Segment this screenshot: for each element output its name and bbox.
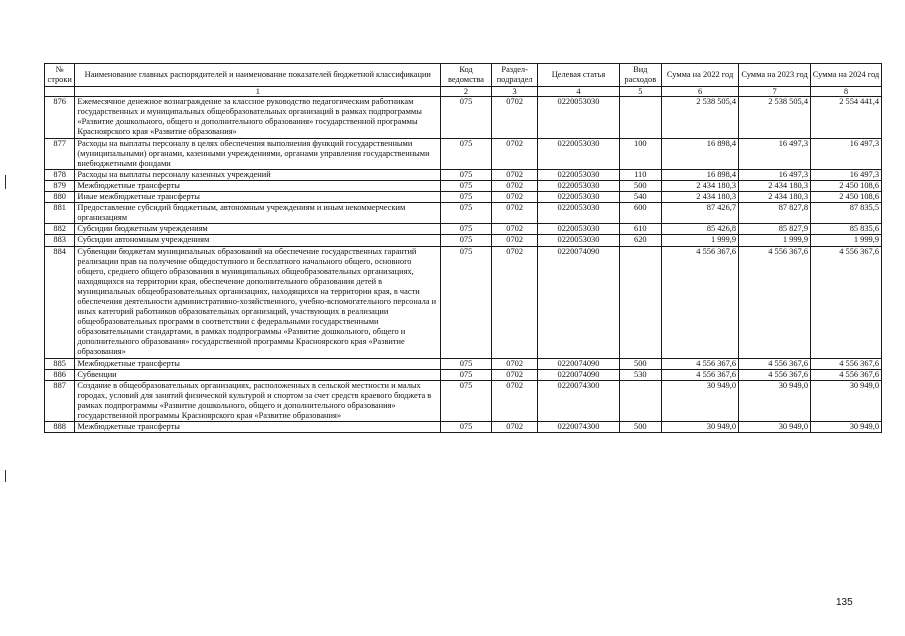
expense-type: 610 xyxy=(619,224,662,235)
row-number: 888 xyxy=(45,422,75,433)
row-name: Межбюджетные трансферты xyxy=(75,422,441,433)
row-number: 883 xyxy=(45,235,75,246)
section-code: 0702 xyxy=(491,192,538,203)
row-number: 879 xyxy=(45,180,75,191)
target-article: 0220074300 xyxy=(538,380,619,421)
department-code: 075 xyxy=(441,422,492,433)
section-code: 0702 xyxy=(491,169,538,180)
table-row xyxy=(45,246,882,358)
row-name: Расходы на выплаты персоналу казенных учреждений xyxy=(75,169,441,180)
column-number: 4 xyxy=(538,87,619,97)
expense-type: 100 xyxy=(619,138,662,169)
table-row xyxy=(45,169,882,180)
sum-2022: 30 949,0 xyxy=(662,380,739,421)
expense-type xyxy=(619,246,662,358)
table-row xyxy=(45,358,882,369)
table-row xyxy=(45,97,882,138)
row-name: Иные межбюджетные трансферты xyxy=(75,192,441,203)
sum-2024: 87 835,5 xyxy=(811,203,882,224)
header-section: Раздел-подраздел xyxy=(491,64,538,87)
department-code: 075 xyxy=(441,380,492,421)
section-code: 0702 xyxy=(491,246,538,358)
department-code: 075 xyxy=(441,246,492,358)
target-article: 0220053030 xyxy=(538,192,619,203)
department-code: 075 xyxy=(441,358,492,369)
section-code: 0702 xyxy=(491,358,538,369)
expense-type: 500 xyxy=(619,422,662,433)
section-code: 0702 xyxy=(491,180,538,191)
expense-type: 500 xyxy=(619,358,662,369)
sum-2022: 16 898,4 xyxy=(662,138,739,169)
sum-2022: 30 949,0 xyxy=(662,422,739,433)
department-code: 075 xyxy=(441,203,492,224)
row-name: Межбюджетные трансферты xyxy=(75,358,441,369)
sum-2023: 4 556 367,6 xyxy=(739,358,811,369)
row-name: Субсидии автономным учреждениям xyxy=(75,235,441,246)
sum-2022: 87 426,7 xyxy=(662,203,739,224)
sum-2022: 85 426,8 xyxy=(662,224,739,235)
sum-2024: 2 450 108,6 xyxy=(811,180,882,191)
row-number: 884 xyxy=(45,246,75,358)
target-article: 0220053030 xyxy=(538,235,619,246)
expense-type: 600 xyxy=(619,203,662,224)
sum-2024: 4 556 367,6 xyxy=(811,369,882,380)
sum-2024: 16 497,3 xyxy=(811,138,882,169)
sum-2024: 16 497,3 xyxy=(811,169,882,180)
table-row xyxy=(45,138,882,169)
header-department-code: Код ведомства xyxy=(441,64,492,87)
sum-2023: 4 556 367,6 xyxy=(739,246,811,358)
table-body xyxy=(45,97,882,433)
section-code: 0702 xyxy=(491,369,538,380)
department-code: 075 xyxy=(441,235,492,246)
sum-2024: 4 556 367,6 xyxy=(811,246,882,358)
sum-2022: 4 556 367,6 xyxy=(662,358,739,369)
row-name: Расходы на выплаты персоналу в целях обеспечения выполнения функций государственными (муниципальными) органами, казенными учреждениями, органами управления государственными внебюджетными фондами xyxy=(75,138,441,169)
header-sum-2023: Сумма на 2023 год xyxy=(739,64,811,87)
section-code: 0702 xyxy=(491,203,538,224)
target-article: 0220074090 xyxy=(538,246,619,358)
column-number: 7 xyxy=(739,87,811,97)
section-code: 0702 xyxy=(491,380,538,421)
row-name: Предоставление субсидий бюджетным, автономным учреждениям и иным некоммерческим организациям xyxy=(75,203,441,224)
column-number-row xyxy=(45,87,882,97)
header-target-article: Целевая статья xyxy=(538,64,619,87)
target-article: 0220053030 xyxy=(538,169,619,180)
section-code: 0702 xyxy=(491,138,538,169)
row-number: 882 xyxy=(45,224,75,235)
target-article: 0220053030 xyxy=(538,138,619,169)
department-code: 075 xyxy=(441,97,492,138)
margin-mark xyxy=(5,470,6,482)
row-name: Межбюджетные трансферты xyxy=(75,180,441,191)
sum-2023: 30 949,0 xyxy=(739,422,811,433)
section-code: 0702 xyxy=(491,235,538,246)
header-row xyxy=(45,64,882,87)
sum-2024: 2 554 441,4 xyxy=(811,97,882,138)
table-row xyxy=(45,369,882,380)
sum-2024: 4 556 367,6 xyxy=(811,358,882,369)
table-row xyxy=(45,192,882,203)
sum-2024: 1 999,9 xyxy=(811,235,882,246)
row-number: 881 xyxy=(45,203,75,224)
department-code: 075 xyxy=(441,369,492,380)
row-name: Субвенции xyxy=(75,369,441,380)
table-row xyxy=(45,203,882,224)
target-article: 0220074090 xyxy=(538,358,619,369)
row-name: Субсидии бюджетным учреждениям xyxy=(75,224,441,235)
row-name: Субвенции бюджетам муниципальных образований на обеспечение государственных гарантий реализации прав на получение общедоступного и бесплатного начального общего, основного общего, среднего общего образования в муниципальных общеобразовательных организациях, находящихся на территории края, обеспечение дополнительного образования детей в муниципальных общеобразовательных организациях, находящихся на территории края, в части обеспечения деятельности административно-хозяйственного, учебно-вспомогательного персонала и иных категорий работников образовательных организаций, участвующих в реализации общеобразовательных программ в соответствии с федеральными государственными образовательными стандартами, в рамках подпрограммы «Развитие дошкольного, общего и дополнительного образования» государственной программы Красноярского края «Развитие образования» xyxy=(75,246,441,358)
sum-2023: 2 434 180,3 xyxy=(739,192,811,203)
table-row xyxy=(45,380,882,421)
sum-2023: 16 497,3 xyxy=(739,138,811,169)
department-code: 075 xyxy=(441,224,492,235)
sum-2024: 30 949,0 xyxy=(811,422,882,433)
department-code: 075 xyxy=(441,192,492,203)
sum-2022: 2 434 180,3 xyxy=(662,180,739,191)
sum-2024: 2 450 108,6 xyxy=(811,192,882,203)
sum-2022: 4 556 367,6 xyxy=(662,369,739,380)
section-code: 0702 xyxy=(491,422,538,433)
sum-2023: 2 538 505,4 xyxy=(739,97,811,138)
header-name: Наименование главных распорядителей и наименование показателей бюджетной классификации xyxy=(75,64,441,87)
department-code: 075 xyxy=(441,138,492,169)
target-article: 0220053030 xyxy=(538,180,619,191)
expense-type: 540 xyxy=(619,192,662,203)
sum-2023: 2 434 180,3 xyxy=(739,180,811,191)
row-number: 885 xyxy=(45,358,75,369)
margin-mark xyxy=(5,175,6,189)
sum-2024: 85 835,6 xyxy=(811,224,882,235)
row-number: 880 xyxy=(45,192,75,203)
section-code: 0702 xyxy=(491,97,538,138)
header-row-number: № строки xyxy=(45,64,75,87)
table-row xyxy=(45,180,882,191)
expense-type: 620 xyxy=(619,235,662,246)
column-number: 2 xyxy=(441,87,492,97)
header-sum-2024: Сумма на 2024 год xyxy=(811,64,882,87)
header-expense-type: Вид расходов xyxy=(619,64,662,87)
table-row xyxy=(45,224,882,235)
sum-2023: 30 949,0 xyxy=(739,380,811,421)
target-article: 0220074090 xyxy=(538,369,619,380)
sum-2022: 4 556 367,6 xyxy=(662,246,739,358)
target-article: 0220053030 xyxy=(538,97,619,138)
target-article: 0220074300 xyxy=(538,422,619,433)
sum-2023: 4 556 367,6 xyxy=(739,369,811,380)
target-article: 0220053030 xyxy=(538,224,619,235)
row-number: 877 xyxy=(45,138,75,169)
row-name: Ежемесячное денежное вознаграждение за классное руководство педагогическим работникам государственных и муниципальных общеобразовательных организаций в рамках подпрограммы «Развитие дошкольного, общего и дополнительного образования» государственной программы Красноярского края «Развитие образования» xyxy=(75,97,441,138)
row-number: 876 xyxy=(45,97,75,138)
page-number: 135 xyxy=(836,597,853,608)
expense-type: 530 xyxy=(619,369,662,380)
row-number: 878 xyxy=(45,169,75,180)
column-number: 8 xyxy=(811,87,882,97)
expense-type xyxy=(619,97,662,138)
sum-2022: 1 999,9 xyxy=(662,235,739,246)
row-name: Создание в общеобразовательных организациях, расположенных в сельской местности и малых городах, условий для занятий физической культурой и спортом за счет средств краевого бюджета в рамках подпрограммы «Развитие дошкольного, общего и дополнительного образования» государственной программы Красноярского края «Развитие образования» xyxy=(75,380,441,421)
sum-2022: 2 434 180,3 xyxy=(662,192,739,203)
sum-2024: 30 949,0 xyxy=(811,380,882,421)
sum-2022: 2 538 505,4 xyxy=(662,97,739,138)
header-sum-2022: Сумма на 2022 год xyxy=(662,64,739,87)
table-row xyxy=(45,422,882,433)
sum-2023: 16 497,3 xyxy=(739,169,811,180)
column-number: 5 xyxy=(619,87,662,97)
department-code: 075 xyxy=(441,180,492,191)
table-row xyxy=(45,235,882,246)
column-number: 6 xyxy=(662,87,739,97)
column-number: 3 xyxy=(491,87,538,97)
budget-table xyxy=(44,63,882,433)
section-code: 0702 xyxy=(491,224,538,235)
sum-2023: 87 827,8 xyxy=(739,203,811,224)
row-number: 887 xyxy=(45,380,75,421)
expense-type: 500 xyxy=(619,180,662,191)
sum-2023: 85 827,9 xyxy=(739,224,811,235)
column-number: 1 xyxy=(75,87,441,97)
expense-type: 110 xyxy=(619,169,662,180)
target-article: 0220053030 xyxy=(538,203,619,224)
row-number: 886 xyxy=(45,369,75,380)
department-code: 075 xyxy=(441,169,492,180)
expense-type xyxy=(619,380,662,421)
sum-2023: 1 999,9 xyxy=(739,235,811,246)
sum-2022: 16 898,4 xyxy=(662,169,739,180)
